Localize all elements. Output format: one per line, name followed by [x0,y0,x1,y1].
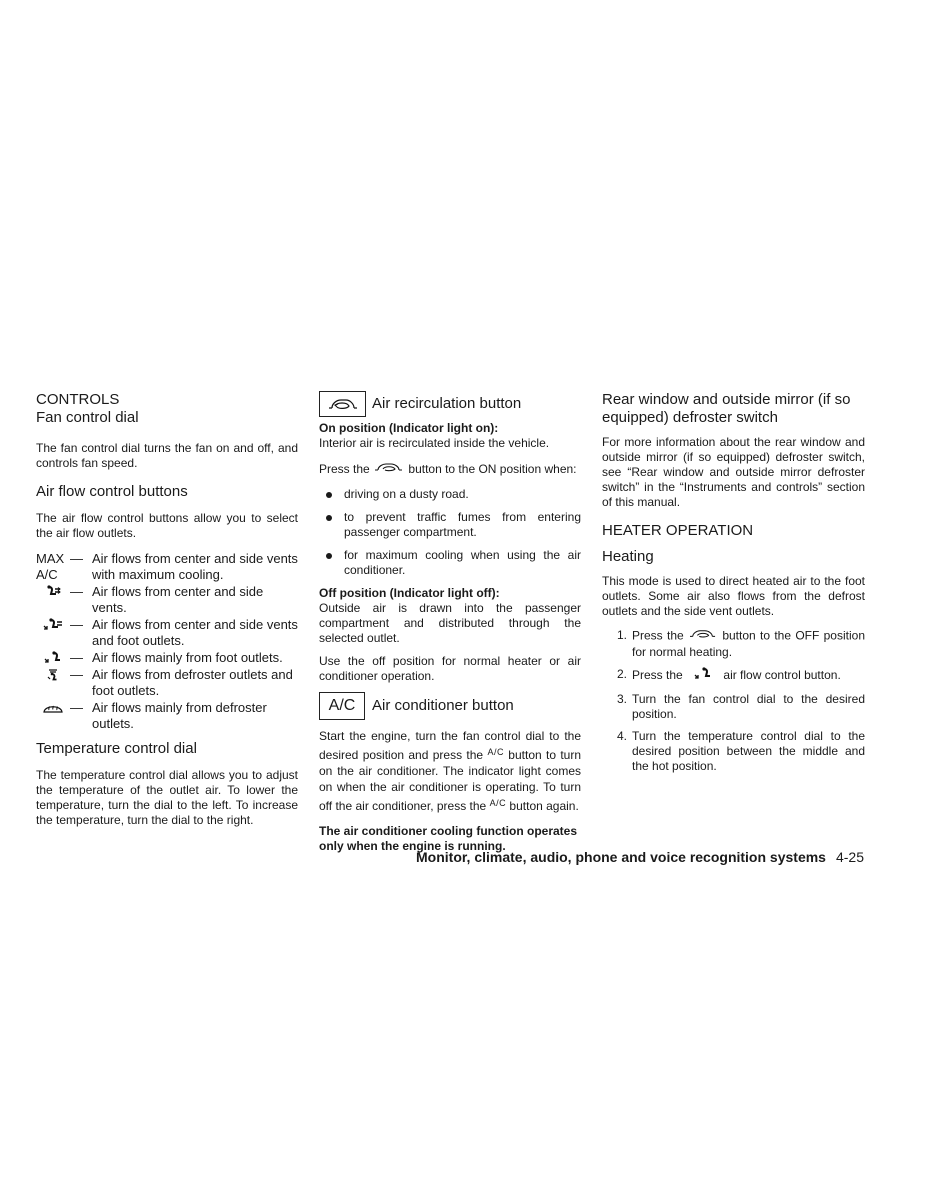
legend-row-defrost: — Air flows mainly from defroster outlets. [36,700,298,732]
defrost-foot-icon [36,667,70,699]
bi-level-vent-icon [36,617,70,649]
on-position-heading: On position (Indicator light on): [319,421,499,435]
ac-small-label: A/C [489,798,507,808]
recirc-bullet-list [319,487,581,578]
list-item: 2. Press the air flow control button. [602,667,865,685]
ac-button-icon: A/C [319,692,365,720]
off-position-text: Outside air is drawn into the passenger compartment and distributed through the selected outlet. [319,601,581,645]
column-left [36,391,298,828]
foot-vent-icon [36,650,70,666]
legend-row-face: — Air flows from center and side vents. [36,584,298,616]
list-item: to prevent traffic fumes from entering passenger compartment. [319,510,581,540]
airflow-text: The air flow control buttons allow you to select the air flow outlets. [36,511,298,540]
legend-row-foot: — Air flows mainly from foot outlets. [36,650,298,666]
recirculation-icon [688,628,718,645]
recirculation-icon [373,461,405,479]
recirculation-icon [319,391,366,417]
fan-control-heading: Fan control dial [36,409,139,426]
page-footer [380,849,864,865]
ac-small-label: A/C [487,747,504,757]
use-off-text: Use the off position for normal heater or air conditioner operation. [319,654,581,683]
temperature-text: The temperature control dial allows you to adjust the temperature of the outlet air. To lower the temperature, turn the dial to the left. To increase the temperature, turn the dial to the right. [36,768,298,827]
front-defrost-icon [36,700,70,732]
fan-control-text: The fan control dial turns the fan on and off, and controls fan speed. [36,441,298,470]
ac-header [319,692,581,720]
footer-title: Monitor, climate, audio, phone and voice recognition systems [416,849,826,865]
legend-row-max-ac: MAX A/C — Air flows from center and side vents with maximum cooling. [36,551,298,582]
legend-row-defrost-foot: — Air flows from defroster outlets and foot outlets. [36,667,298,699]
max-ac-label: MAX A/C [36,551,65,582]
temperature-heading: Temperature control dial [36,740,197,757]
heating-heading: Heating [602,548,654,565]
foot-vent-icon [694,667,712,685]
heating-text: This mode is used to direct heated air to the foot outlets. Some air also flows from the defrost outlets and the side vent outlets. [602,574,865,618]
ac-heading: Air conditioner button [372,697,514,714]
heater-operation-heading: HEATER OPERATION [602,522,754,539]
legend-row-bi-level: — Air flows from center and side vents and foot outlets. [36,617,298,649]
rear-defroster-heading: Rear window and outside mirror (if so equipped) defroster switch [602,391,851,426]
column-right [602,391,865,781]
airflow-legend [36,551,298,732]
airflow-heading: Air flow control buttons [36,483,188,500]
list-item: driving on a dusty road. [319,487,581,502]
heating-steps [602,628,865,774]
page-number: 4-25 [835,849,864,865]
on-position-text: Interior air is recirculated inside the vehicle. [319,436,550,450]
press-recirc-text: Press the button to the ON position when: [319,461,581,479]
recirc-header [319,391,581,417]
ac-note: The air conditioner cooling function operates only when the engine is running. [319,824,578,853]
list-item: 4. Turn the temperature control dial to the desired position between the middle and the hot position. [616,729,865,773]
list-item: 1. Press the button to the OFF position for normal heating. [616,628,865,659]
list-item: 3. Turn the fan control dial to the desired position. [616,692,865,721]
ac-text: Start the engine, turn the fan control dial to the desired position and press the $^{A/C}$ button to turn on the air conditioner. The indicator light comes on when the air conditioner is operating. To turn off the air conditioner, press the $^{A/C}$ button again. [319,729,582,813]
controls-heading: CONTROLS [36,391,120,408]
column-middle [319,391,581,854]
face-vent-icon [36,584,70,616]
list-item: for maximum cooling when using the air conditioner. [319,548,581,578]
rear-defroster-text: For more information about the rear window and outside mirror (if so equipped) defroster switch, see “Rear window and outside mirror defroster switch” in the “Instruments and controls” section of this manual. [602,435,865,509]
off-position-heading: Off position (Indicator light off): [319,586,500,600]
recirculation-heading: Air recirculation button [372,395,522,412]
